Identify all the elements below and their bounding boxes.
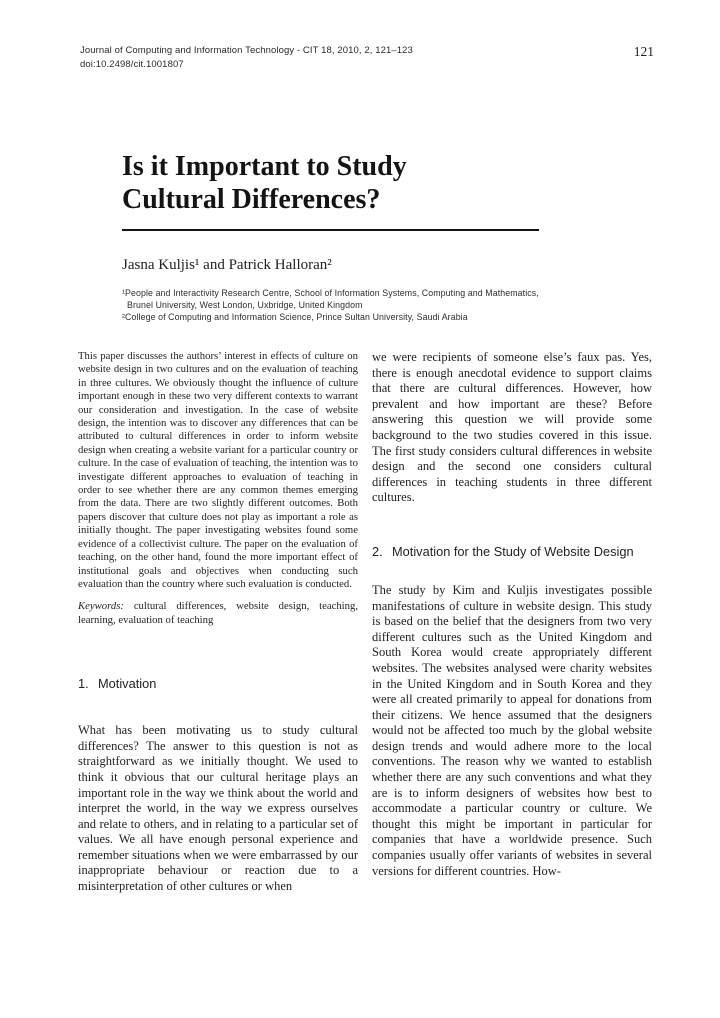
- section-number: 1.: [78, 676, 89, 692]
- body-paragraph: The study by Kim and Kuljis investigates possible manifestations of culture in website design. This study is based on the belief that the designers from two very different cultures such as the United Kingdom and South Korea would create appropriately different websites. The websites analysed were charity websites in the United Kingdom and in South Korea and they were all created primarily to appeal for donations from their citizens. We hence assumed that the designers would not be affected too much by the global website design trends and would adhere more to the local conventions. The reason why we wanted to establish whether there are any such conventions and what they are is to inform designers of websites how best to accommodate a particular country or culture. We thought this might be important in particular for companies that have a worldwide presence. Such companies usually offer variants of websites in several versions for different countries. How-: [372, 582, 652, 878]
- author-names: Jasna Kuljis¹ and Patrick Halloran²: [122, 257, 332, 273]
- body-paragraph: What has been motivating us to study cultural differences? The answer to this question is not as straightforward as we initially thought. We used to think it obvious that our cultural heritage plays an important role in the way we think about the world and interpret the world, in the way we express ourselves and relate to others, and in relating to a particular set of values. We all have enough personal experience and remember situations when we were embarrassed by our inappropriate behaviour or reaction due to a misinterpretation of other cultures or when: [78, 723, 358, 894]
- body-paragraph-continued: we were recipients of someone else’s faux pas. Yes, there is enough anecdotal evidence to support claims that there are cultural differences. However, how prevalent and how important are these? Before answering this question we will provide some background to the two studies covered in this issue. The first study considers cultural differences in website design and the second one considers cultural differences in teaching students in three different cultures.: [372, 350, 652, 505]
- title-block: [122, 150, 552, 231]
- running-header: [80, 44, 654, 71]
- title-divider-rule: [122, 229, 539, 231]
- article-title-line2: Cultural Differences?: [122, 184, 381, 215]
- affiliation-line: Brunel University, West London, Uxbridge, United Kingdom: [127, 299, 363, 310]
- section-title: Motivation: [98, 676, 157, 692]
- abstract-paragraph: This paper discusses the authors’ interest in effects of culture on website design in two cultures and on the evaluation of teaching in three cultures. We obviously thought the influence of culture important enough in these two very different contexts to warrant our consideration and investigation. In the case of website design, the intention was to discover any differences that can be attributed to cultural differences in order to inform website design when creating a website variant for a particular country or culture. In the case of evaluation of teaching, the intention was to investigate different approaches to evaluation of teaching in order to see whether there are any common themes emerging from the data. There are two slightly different outcomes. Both papers discover that culture does not play as important a role as initially thought. The paper investigating websites found some evidence of a collectivist culture. The paper on the evaluation of teaching, on the other hand, found the more important effect of institutional goals and objectives when conducting such evaluation than the country where such evaluation is conducted.: [78, 350, 358, 590]
- section-title: Motivation for the Study of Website Design: [392, 543, 634, 559]
- journal-info: [80, 44, 413, 71]
- left-column: [78, 350, 358, 895]
- article-title-line1: Is it Important to Study: [122, 151, 407, 182]
- keywords-label: Keywords:: [78, 600, 124, 613]
- right-column: [372, 350, 652, 895]
- author-affiliations: [122, 288, 539, 323]
- section-heading-motivation: [78, 676, 358, 692]
- doi-line: doi:10.2498/cit.1001807: [80, 58, 184, 70]
- journal-citation-line: Journal of Computing and Information Technology - CIT 18, 2010, 2, 121–123: [80, 45, 413, 56]
- affiliation-line: ¹People and Interactivity Research Centre, School of Information Systems, Computing and Mathematics,: [122, 288, 539, 298]
- two-column-body: [78, 350, 652, 895]
- affiliation-line: ²College of Computing and Information Science, Prince Sultan University, Saudi Arabia: [122, 311, 468, 322]
- article-title: [122, 150, 552, 216]
- page-number: 121: [633, 44, 654, 59]
- keywords-line: [78, 600, 358, 627]
- section-heading-website-design: [372, 544, 652, 560]
- keywords-text: cultural differences, website design, teaching, learning, evaluation of teaching: [78, 600, 359, 626]
- section-number: 2.: [372, 543, 383, 559]
